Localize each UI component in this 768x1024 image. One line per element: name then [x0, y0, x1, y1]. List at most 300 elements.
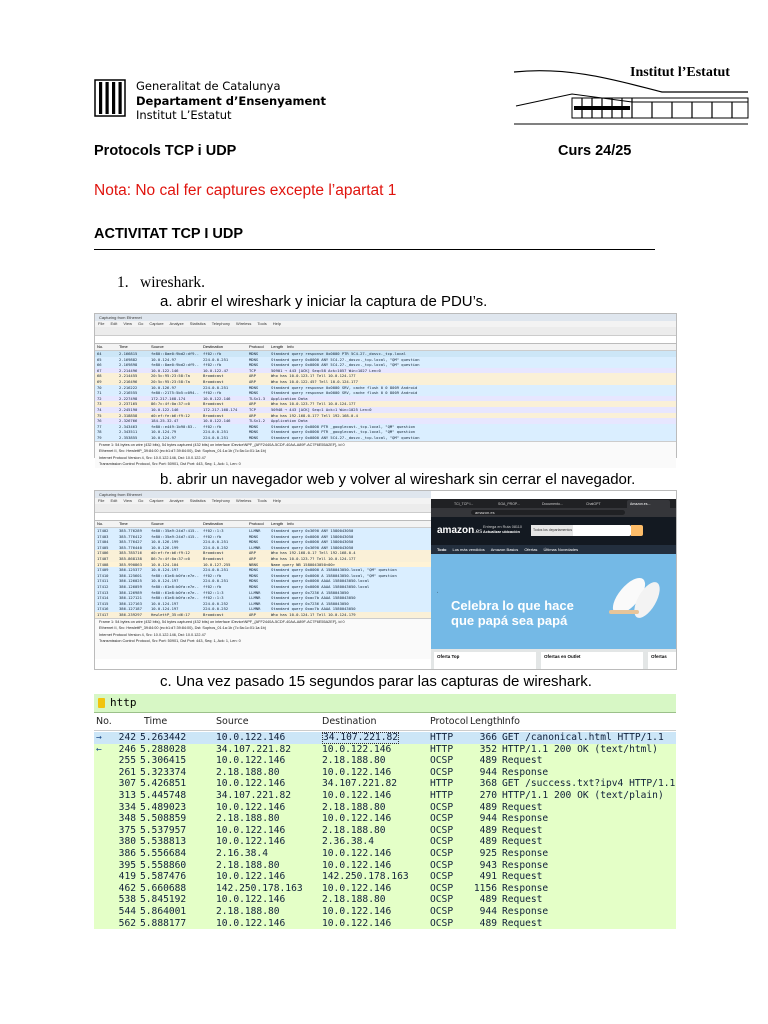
- menu-item[interactable]: Telephony: [211, 321, 231, 326]
- packet-row[interactable]: [95, 612, 431, 618]
- packet-src: d0:ef:fe:b6:f9:12: [151, 412, 190, 418]
- packet-no: 76: [97, 418, 102, 424]
- menu-item[interactable]: Go: [137, 321, 144, 326]
- packet-info: Standard query 0x0000 AAAA 1580043050.local: [271, 578, 370, 584]
- packet-len: 943: [479, 859, 497, 871]
- generalitat-logo: [95, 80, 125, 116]
- packet-time: 385.776440: [119, 544, 142, 550]
- packet-time: 5.845192: [140, 894, 187, 906]
- packet-proto: LLMNR: [249, 600, 261, 606]
- packet-time: 2.237165: [119, 401, 138, 407]
- packet-src: 142.250.178.163: [216, 882, 303, 894]
- packet-no: 17417: [97, 611, 109, 617]
- packet-time: 386.127163: [119, 600, 142, 606]
- packet-row[interactable]: [94, 802, 676, 814]
- packet-row[interactable]: [94, 790, 676, 802]
- packet-time: 2.216496: [119, 378, 138, 384]
- packet-info: Response: [502, 906, 549, 917]
- packet-row[interactable]: [94, 767, 676, 779]
- packet-time: 5.288028: [140, 743, 187, 755]
- packet-no: 17414: [97, 595, 109, 601]
- packet-time: 5.306415: [140, 755, 187, 767]
- packet-time: 386.126989: [119, 589, 142, 595]
- detail-line[interactable]: Ethernet II, Src: HewlettP_39:84:00 (ec:b1:d7:39:84:00), Dst: Sophos_01:1a:1b (7c:5a:1c:01:1a:1b): [99, 626, 266, 630]
- packet-time: 386.239297: [119, 611, 142, 617]
- packet-src: fe80::61e8:b0fa:e7e..: [151, 583, 200, 589]
- packet-row[interactable]: [94, 778, 676, 790]
- packet-time: 2.214496: [119, 367, 138, 373]
- packet-no: 74: [97, 406, 102, 412]
- menu-item[interactable]: Edit: [110, 321, 118, 326]
- packet-info: Standard query 0xac7b AAAA 1580043050: [271, 595, 356, 601]
- packet-no: 17408: [97, 561, 109, 567]
- packet-src: 86:7c:4f:0a:37:c0: [151, 401, 190, 407]
- packet-proto: HTTP: [430, 790, 454, 801]
- packet-dst: 224.0.0.252: [203, 606, 229, 612]
- packet-proto: ARP: [249, 555, 256, 561]
- packet-no: 70: [97, 384, 102, 390]
- column-header[interactable]: Source: [151, 521, 164, 526]
- detail-line[interactable]: Ethernet II, Src: HewlettP_39:84:00 (ec:b1:d7:39:84:00), Dst: Sophos_01:1a:1b (7c:5a:1c:01:1a:1b): [99, 449, 266, 453]
- packet-time: 2.353855: [119, 434, 138, 440]
- hero-title: [451, 598, 574, 628]
- packet-proto: HTTP: [430, 778, 454, 790]
- menu-item[interactable]: View: [123, 498, 132, 503]
- browser-tab[interactable]: TCI_TCP I...: [454, 502, 474, 506]
- packet-dst: ff02::1:3: [203, 589, 224, 595]
- packet-proto: HTTP: [430, 743, 454, 755]
- filter-input[interactable]: http: [110, 696, 137, 709]
- column-header[interactable]: Info: [287, 344, 294, 349]
- packet-proto: OCSP: [430, 755, 454, 767]
- item-b-text: b. abrir un navegador web y volver al wireshark sin cerrar el navegador.: [160, 471, 636, 488]
- browser-tab-strip: [431, 499, 676, 508]
- packet-row[interactable]: [94, 848, 676, 860]
- hero-line2: que papá sea papá: [451, 613, 568, 628]
- packet-proto: MDNS: [249, 539, 259, 545]
- packet-no: 17410: [97, 572, 109, 578]
- packet-info: Standard query 0x0000 ANY 5C4-27._dosvc._tcp.local, "QM" question: [271, 434, 420, 440]
- packet-proto: OCSP: [430, 801, 454, 813]
- packet-details: [95, 618, 431, 659]
- packet-dst: 10.0.122.146: [203, 395, 231, 401]
- packet-no: 17409: [97, 567, 109, 573]
- packet-info: Response: [502, 859, 549, 871]
- packet-len: 489: [479, 824, 497, 836]
- card-outlet[interactable]: Ofertas en Outlet: [541, 652, 643, 669]
- display-filter-bar: [95, 513, 431, 521]
- packet-time: 5.888177: [140, 917, 187, 929]
- column-header[interactable]: No.: [97, 521, 104, 526]
- packet-list: [95, 351, 676, 441]
- packet-proto: MDNS: [249, 429, 259, 435]
- packet-no: 17411: [97, 578, 109, 584]
- amazon-search-button[interactable]: [631, 525, 643, 536]
- packet-proto: MDNS: [249, 434, 259, 440]
- item1-number: 1.: [117, 274, 129, 291]
- packet-src: fe80::35a9:24d7:415..: [151, 528, 200, 533]
- institut-logo: [512, 62, 756, 130]
- packet-time: 2.169882: [119, 356, 138, 362]
- packet-proto: OCSP: [430, 824, 454, 836]
- packet-proto: MDNS: [249, 351, 259, 356]
- packet-info: 50948 → 443 [ACK] Seq=1 Ack=1 Win=1025 Len=0: [271, 406, 372, 412]
- delivery-location[interactable]: [483, 525, 522, 535]
- column-header[interactable]: No.: [96, 716, 112, 727]
- card-oferta-top[interactable]: Oferta Top: [434, 652, 536, 669]
- packet-dst: 172.217.168.174: [203, 406, 238, 412]
- menu-item[interactable]: Statistics: [189, 498, 206, 503]
- sneakers-image: [599, 566, 669, 626]
- column-header[interactable]: No.: [97, 344, 104, 349]
- amazon-nav-item[interactable]: Ofertas: [524, 547, 538, 552]
- packet-src: 2.18.188.80: [216, 906, 280, 917]
- packet-time: 385.868138: [119, 555, 142, 561]
- display-filter-bar: [95, 336, 676, 344]
- packet-proto: ARP: [249, 412, 256, 418]
- packet-proto: TCP: [249, 406, 256, 412]
- packet-row[interactable]: [94, 836, 676, 848]
- nota-text: Nota: No cal fer captures excepte l’apartat 1: [94, 182, 397, 199]
- packet-src: 10.0.122.146: [216, 824, 286, 836]
- display-filter-bar[interactable]: [94, 694, 676, 713]
- packet-no: 68: [97, 373, 102, 379]
- detail-line[interactable]: Internet Protocol Version 4, Src: 10.0.122.146, Dst: 10.0.122.47: [99, 632, 206, 637]
- packet-no: 261: [118, 766, 136, 778]
- packet-proto: OCSP: [430, 917, 454, 929]
- packet-row[interactable]: [94, 813, 676, 825]
- packet-proto: MDNS: [249, 567, 259, 573]
- packet-src: 10.0.124.197: [151, 600, 179, 606]
- packet-dst: 10.0.122.146: [203, 418, 231, 424]
- column-header[interactable]: Length: [470, 716, 503, 727]
- detail-line[interactable]: Frame 1: 54 bytes on wire (432 bits), 54 bytes captured (432 bits) on interface \Device\NPF_{AFF2440A-5CDF-40AA-A89F-AC7F6E55A2EF}, id 0: [99, 619, 345, 624]
- packet-no: 17405: [97, 544, 109, 550]
- packet-dst: 224.0.0.251: [203, 567, 229, 573]
- packet-dst: ff02::fb: [203, 533, 222, 539]
- column-header[interactable]: Info: [502, 716, 520, 727]
- doc-title: Protocols TCP i UDP: [94, 143, 237, 159]
- packet-info: HTTP/1.1 200 OK (text/html): [502, 743, 658, 755]
- packet-src: 10.0.124.197: [151, 578, 179, 584]
- browser-tab[interactable]: SGA_PROP...: [498, 502, 520, 506]
- packet-dst: 34.107.221.82: [322, 778, 398, 790]
- column-header[interactable]: Length: [271, 521, 284, 526]
- menu-item[interactable]: Analyze: [169, 321, 184, 326]
- packet-info: Standard query 0x7236 A 1580043050: [271, 600, 349, 606]
- packet-proto: LLMNR: [249, 606, 261, 612]
- institut-logo-text: Institut l’Estatut: [630, 65, 730, 80]
- packet-len: 489: [479, 894, 497, 906]
- packet-info: Standard query 0x0000 ANY 5C4-27._dosvc._tcp.local, "QM" question: [271, 356, 420, 362]
- response-arrow-icon: ←: [96, 743, 102, 755]
- amazon-logo: amazon.es: [437, 525, 483, 536]
- packet-src: 10.0.126.199: [151, 539, 179, 545]
- packet-time: 385.776289: [119, 528, 142, 533]
- department-select[interactable]: Todos los departamentos: [531, 525, 573, 536]
- packet-proto: LLMNR: [249, 589, 261, 595]
- packet-dst: 10.0.122.146: [322, 743, 392, 755]
- packet-no: 307: [118, 778, 136, 790]
- packet-no: 538: [118, 894, 136, 906]
- column-header[interactable]: Protocol: [249, 344, 264, 349]
- column-header[interactable]: Time: [144, 716, 168, 727]
- packet-dst: 10.0.122.146: [322, 813, 392, 825]
- packet-row[interactable]: [94, 860, 676, 872]
- packet-info: Response: [502, 766, 549, 778]
- packet-info: Standard query 0x3690 ANY 1580043050: [271, 528, 354, 533]
- packet-src: 10.0.122.146: [216, 894, 286, 906]
- packet-no: 17402: [97, 528, 109, 533]
- packet-proto: ARP: [249, 401, 256, 407]
- packet-no: 79: [97, 434, 102, 440]
- packet-dst: 224.0.0.251: [203, 356, 229, 362]
- amazon-nav-item[interactable]: Todo: [437, 547, 447, 552]
- packet-proto: NBNS: [249, 561, 259, 567]
- packet-info: Who has 192.168.0.17? Tell 192.168.0.4: [271, 412, 358, 418]
- packet-info: Standard query 0x0000 PTR _googlecast._tcp.local, "QM" question: [271, 429, 416, 435]
- packet-src: fe80::2175:5b5:c094..: [151, 390, 200, 396]
- browser-tab[interactable]: ChatGPT: [586, 502, 601, 506]
- hero-prev-icon[interactable]: ‹: [437, 590, 438, 594]
- packet-time: 2.214455: [119, 373, 138, 379]
- packet-dst: 224.0.0.251: [203, 539, 229, 545]
- wireshark-http-filter-screenshot: [94, 694, 676, 929]
- menu-item[interactable]: Help: [272, 498, 281, 503]
- column-header[interactable]: Source: [151, 344, 164, 349]
- packet-dst: 10.0.122.146: [322, 859, 392, 871]
- column-header[interactable]: Destination: [203, 521, 224, 526]
- packet-time: 2.318858: [119, 412, 138, 418]
- packet-src: 184.25.32.47: [151, 418, 179, 424]
- packet-no: 17406: [97, 550, 109, 556]
- packet-len: 1156: [473, 882, 497, 894]
- column-header[interactable]: Time: [119, 344, 128, 349]
- packet-info: Who has 10.0.122.45? Tell 10.0.124.177: [271, 378, 358, 384]
- packet-proto: OCSP: [430, 836, 454, 848]
- amazon-nav-item[interactable]: Últimas Novedades: [543, 547, 579, 552]
- packet-proto: ARP: [249, 550, 256, 556]
- packet-dst: 10.0.122.146: [322, 882, 392, 894]
- packet-no: 395: [118, 859, 136, 871]
- packet-info: Who has 10.0.123.7? Tell 10.0.124.177: [271, 555, 356, 561]
- packet-no: 17415: [97, 600, 109, 606]
- packet-dst: 10.0.122.47: [203, 367, 229, 373]
- bookmark-icon[interactable]: [98, 698, 105, 708]
- url-field[interactable]: amazon.es: [471, 510, 625, 515]
- amazon-nav-item[interactable]: Amazon Basics: [490, 547, 519, 552]
- menu-item[interactable]: Analyze: [169, 498, 184, 503]
- window-titlebar: Capturing from Ethernet: [95, 491, 431, 498]
- column-header[interactable]: Destination: [322, 716, 377, 727]
- gen-line3: Institut L’Estatut: [136, 108, 232, 122]
- menu-item[interactable]: Tools: [257, 498, 267, 503]
- packet-src: fe80::e449:1b90:83..: [151, 423, 197, 429]
- packet-len: 366: [479, 732, 497, 743]
- gen-line1: Generalitat de Catalunya: [136, 79, 281, 93]
- packet-row[interactable]: [94, 894, 676, 906]
- detail-line[interactable]: Transmission Control Protocol, Src Port: 50901, Dst Port: 443, Seq: 1, Ack: 1, Len: 0: [99, 639, 241, 643]
- menu-item[interactable]: Capture: [149, 321, 164, 326]
- browser-tab[interactable]: Documento...: [542, 502, 563, 506]
- packet-src: d0:ef:fe:b6:f9:12: [151, 550, 190, 556]
- column-header[interactable]: Protocol: [249, 521, 264, 526]
- column-header[interactable]: Source: [216, 716, 249, 727]
- location-line2: Actualizar ubicación: [483, 530, 520, 534]
- packet-info: Who has 10.0.123.1? Tell 10.0.124.177: [271, 373, 356, 379]
- packet-time: 5.445748: [140, 790, 187, 801]
- amazon-hero-banner[interactable]: [431, 554, 676, 649]
- column-header[interactable]: Time: [119, 521, 128, 526]
- packet-proto: MDNS: [249, 362, 259, 368]
- packet-len: 925: [479, 848, 497, 859]
- packet-no: 67: [97, 367, 102, 373]
- detail-line[interactable]: Transmission Control Protocol, Src Port: 50901, Dst Port: 443, Seq: 1, Ack: 1, Len: 0: [99, 462, 241, 466]
- packet-row[interactable]: [94, 755, 676, 767]
- packet-dst: 10.0.122.146: [322, 790, 392, 801]
- packet-info: Response: [502, 848, 549, 859]
- packet-src: 10.0.122.146: [216, 732, 286, 743]
- packet-dst: 224.0.0.251: [203, 578, 229, 584]
- packet-dst: 224.0.0.252: [203, 544, 229, 550]
- menu-item[interactable]: Capture: [149, 498, 164, 503]
- packet-no: 66: [97, 362, 102, 368]
- packet-row[interactable]: [94, 918, 676, 930]
- packet-no: 255: [118, 755, 136, 767]
- menu-item[interactable]: Go: [137, 498, 144, 503]
- menu-item[interactable]: File: [98, 498, 105, 503]
- menu-item[interactable]: Edit: [110, 498, 118, 503]
- packet-row[interactable]: [94, 871, 676, 883]
- packet-time: 385.776412: [119, 533, 142, 539]
- packet-no: 242: [118, 732, 136, 743]
- packet-src: 10.0.126.199: [151, 544, 179, 550]
- packet-proto: OCSP: [430, 906, 454, 917]
- packet-info: Request: [502, 801, 543, 813]
- amazon-nav-item[interactable]: Los más vendidos: [452, 547, 485, 552]
- packet-no: 75: [97, 412, 102, 418]
- packet-src: 20:5c:95:23:58:7a: [151, 378, 190, 384]
- packet-info: 50901 → 443 [ACK] Seq=58 Ack=1057 Win=1027 Len=0: [271, 367, 381, 373]
- packet-row[interactable]: [94, 883, 676, 895]
- packet-time: 385.990863: [119, 561, 142, 567]
- packet-info: Standard query 0x0000 A 1580043050.local, "QM" question: [271, 567, 397, 573]
- packet-dst: 224.0.0.252: [203, 600, 229, 606]
- menu-item[interactable]: Tools: [257, 321, 267, 326]
- packet-src: 2.18.188.80: [216, 813, 280, 825]
- packet-src: 10.0.126.97: [151, 384, 177, 390]
- packet-src: 34.107.221.82: [216, 743, 292, 755]
- menu-item[interactable]: Help: [272, 321, 281, 326]
- menu-item[interactable]: Telephony: [211, 498, 231, 503]
- packet-list-header: [94, 713, 676, 731]
- packet-src: 10.0.124.197: [151, 567, 179, 573]
- packet-time: 386.126059: [119, 583, 142, 589]
- packet-proto: TLSv1.3: [249, 395, 266, 401]
- packet-dst: ff02::fb: [203, 362, 222, 368]
- toolbar: [95, 504, 431, 513]
- packet-time: 2.216222: [119, 384, 138, 390]
- packet-src: 2.18.188.80: [216, 859, 280, 871]
- wireshark-browser-screenshot: [94, 490, 677, 670]
- amazon-search-input[interactable]: [531, 525, 631, 536]
- packet-row[interactable]: [94, 744, 676, 756]
- packet-dst: ff02::1:3: [203, 595, 224, 601]
- column-header[interactable]: Destination: [203, 344, 224, 349]
- course-label: Curs 24/25: [558, 143, 632, 159]
- packet-dst: 224.0.0.251: [203, 384, 229, 390]
- wireshark-screenshot-1: [94, 313, 677, 466]
- packet-proto: MDNS: [249, 384, 259, 390]
- packet-proto: MDNS: [249, 533, 259, 539]
- packet-proto: MDNS: [249, 356, 259, 362]
- packet-proto: LLMNR: [249, 528, 261, 533]
- packet-row[interactable]: [94, 825, 676, 837]
- menu-item[interactable]: Statistics: [189, 321, 206, 326]
- packet-proto: LLMNR: [249, 544, 261, 550]
- packet-info: Application Data: [271, 418, 308, 424]
- packet-time: 386.125377: [119, 567, 142, 573]
- packet-proto: MDNS: [249, 578, 259, 584]
- packet-info: Application Data: [271, 395, 308, 401]
- browser-tab[interactable]: Amazon.es...: [627, 500, 670, 508]
- item-c-text: c. Una vez pasado 15 segundos parar las capturas de wireshark.: [160, 673, 592, 690]
- card-ofertas[interactable]: Ofertas: [648, 652, 676, 669]
- packet-time: 5.489023: [140, 801, 187, 813]
- packet-dst: ff02::1:3: [203, 528, 224, 533]
- menu-item[interactable]: Wireless: [236, 498, 252, 503]
- packet-time: 5.660688: [140, 882, 187, 894]
- packet-no: 544: [118, 906, 136, 917]
- column-header[interactable]: Length: [271, 344, 284, 349]
- packet-dst: 10.0.122.146: [322, 906, 392, 917]
- detail-line[interactable]: Internet Protocol Version 4, Src: 10.0.122.146, Dst: 10.0.122.47: [99, 455, 206, 460]
- packet-row[interactable]: [94, 732, 676, 744]
- packet-time: 2.227498: [119, 395, 138, 401]
- packet-src: 10.0.122.146: [151, 367, 179, 373]
- detail-line[interactable]: Frame 1: 54 bytes on wire (432 bits), 54 bytes captured (432 bits) on interface \Device\NPF_{AFF2440A-5CDF-40AA-A89F-AC7F6E55A2EF}, id 0: [99, 442, 345, 447]
- menu-item[interactable]: Wireless: [236, 321, 252, 326]
- packet-info: Request: [502, 894, 543, 906]
- menu-item[interactable]: View: [123, 321, 132, 326]
- packet-proto: LLMNR: [249, 595, 261, 601]
- packet-no: 72: [97, 395, 102, 401]
- packet-details: [95, 441, 676, 468]
- location-line1: Entrega en Ruta 08110: [483, 525, 522, 529]
- column-header[interactable]: Protocol: [430, 716, 469, 727]
- packet-info: Standard query response 0x0000 SRV, cache flush 0 0 8009 Android: [271, 390, 418, 396]
- packet-list: [95, 528, 431, 618]
- browser-address-bar: [431, 508, 676, 517]
- packet-src: 10.0.124.104: [151, 561, 179, 567]
- packet-time: 2.326766: [119, 418, 138, 424]
- menu-item[interactable]: File: [98, 321, 105, 326]
- packet-info: Standard query 0x0000 AAAA 1580043050.local: [271, 583, 370, 589]
- packet-time: 5.556684: [140, 848, 187, 859]
- packet-no: 78: [97, 429, 102, 435]
- packet-row[interactable]: [94, 906, 676, 918]
- packet-time: 5.508859: [140, 813, 187, 825]
- packet-time: 5.537957: [140, 824, 187, 836]
- packet-info: GET /success.txt?ipv4 HTTP/1.1: [502, 778, 676, 790]
- packet-time: 386.126025: [119, 578, 142, 584]
- amazon-nav: [431, 545, 676, 554]
- packet-proto: HTTP: [430, 732, 454, 743]
- column-header[interactable]: Info: [287, 521, 294, 526]
- packet-src: fe80::61e8:b0fa:e7e..: [151, 572, 200, 578]
- packet-proto: OCSP: [430, 848, 454, 859]
- packet-no: 334: [118, 801, 136, 813]
